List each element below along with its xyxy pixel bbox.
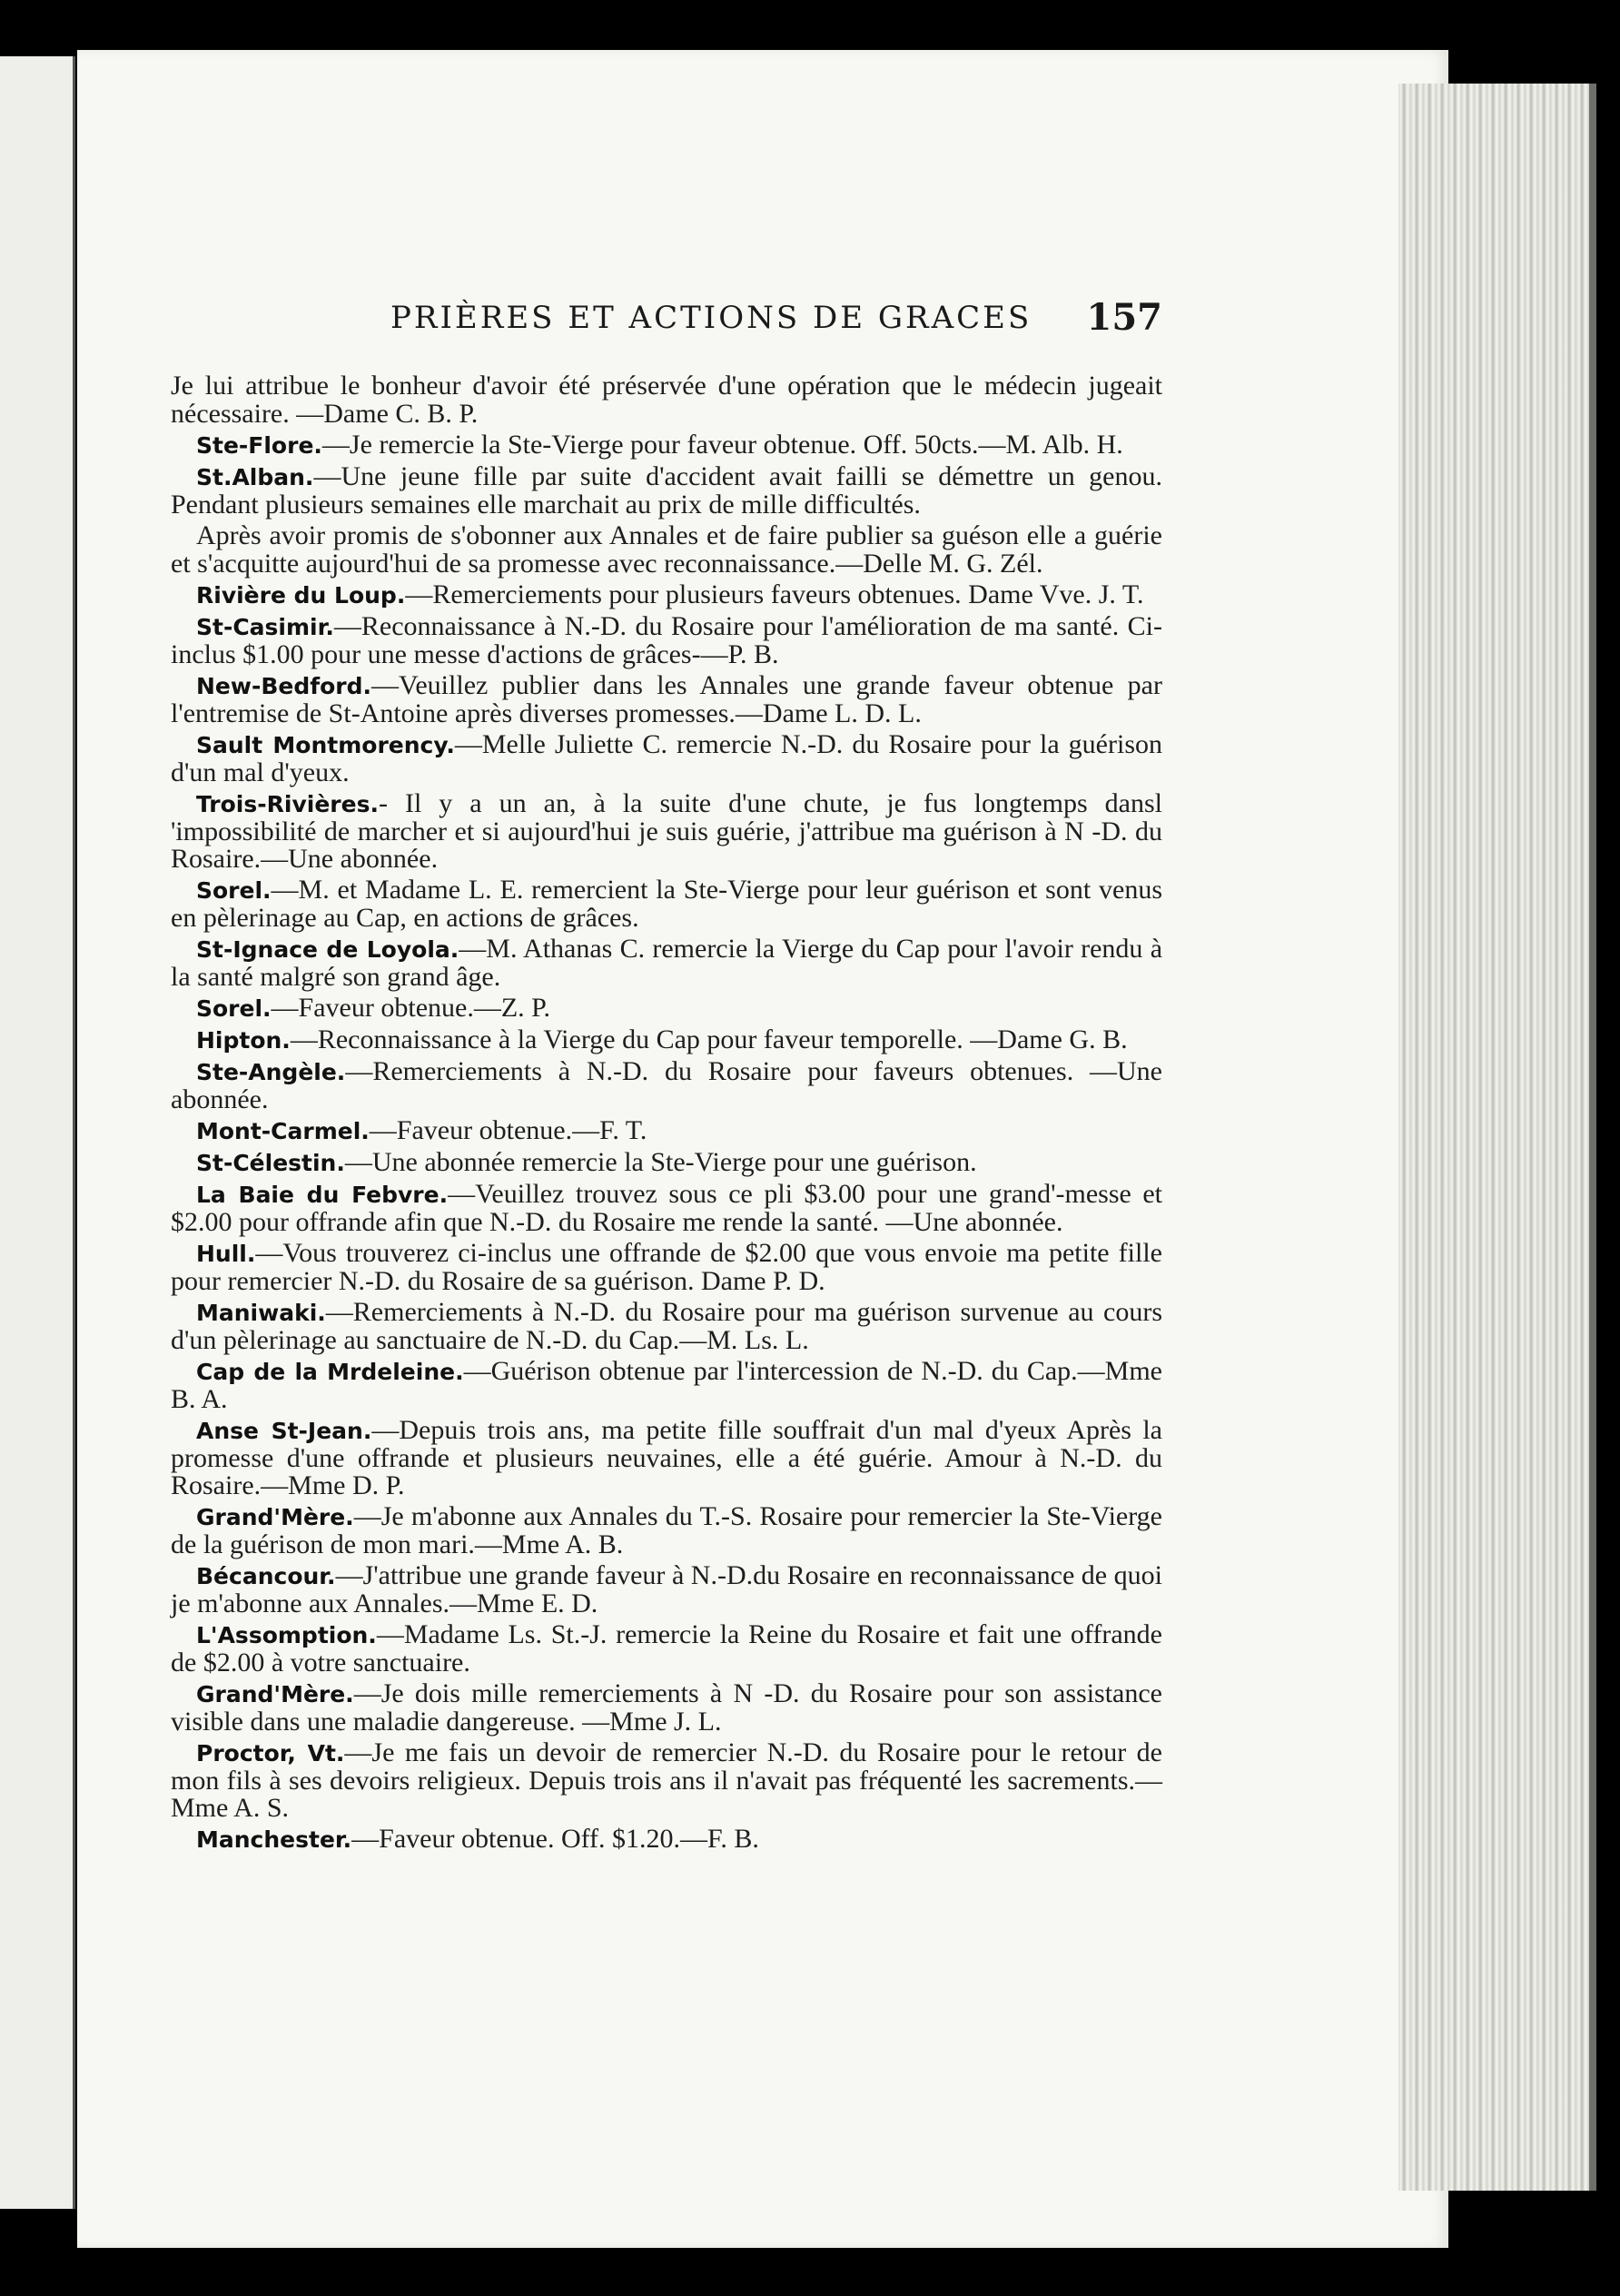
entry-place: Proctor, Vt. [196,1740,345,1767]
entry-text: —Vous trouverez ci-inclus une offrande de $2.00 que vous envoie ma petite fille pour remercier N.-D. du Rosaire de sa guérison. Dame P. D. [171,1238,1162,1296]
page-stack-edges [1398,84,1593,2191]
entry-text: —J'attribue une grande faveur à N.-D.du Rosaire en reconnaissance de quoi je m'abonne aux Annales.—Mme E. D. [171,1560,1162,1618]
entry-text: —Remerciements pour plusieurs faveurs obtenues. Dame Vve. J. T. [405,579,1144,609]
entry [171,1826,1162,1854]
entry-text: - Il y a un an, à la suite d'une chute, je fus longtemps dansl 'impossibilité de marcher et si aujourd'hui je suis guérie, j'attribue ma guérison à N -D. du Rosaire.—Une abonnée. [171,788,1162,874]
entry [171,876,1162,932]
entry [171,1117,1162,1145]
entry [171,1026,1162,1054]
entry [171,431,1162,460]
entry [171,1240,1162,1295]
entry-place: Sorel. [196,877,272,904]
entry [171,1739,1162,1822]
entry [171,790,1162,873]
entry-text: —Melle Juliette C. remercie N.-D. du Rosaire pour la guérison d'un mal d'yeux. [171,729,1163,787]
entry-text: —M. Athanas C. remercie la Vierge du Cap pour l'avoir rendu à la santé malgré son grand âge. [171,934,1163,992]
entry-text: —Remerciements à N.-D. du Rosaire pour faveurs obtenues. —Une abonnée. [171,1056,1162,1114]
entry [171,1358,1162,1413]
entry-place: Anse St-Jean. [196,1418,372,1444]
entry [171,1680,1162,1736]
entry [171,463,1162,519]
entry-text: —M. et Madame L. E. remercient la Ste-Vierge pour leur guérison et sont venus en pèlerinage au Cap, en actions de grâces. [171,875,1162,933]
entry-text: —Madame Ls. St.-J. remercie la Reine du Rosaire et fait une offrande de $2.00 à votre sanctuaire. [171,1619,1162,1677]
entry [171,1058,1162,1113]
entry [171,613,1162,668]
entry-text: —Guérison obtenue par l'intercession de N.-D. du Cap.—Mme B. A. [171,1356,1162,1414]
entry [171,1503,1162,1559]
entry [171,372,1162,428]
entry [171,581,1162,609]
entry [171,1417,1162,1499]
entry-place: Ste-Angèle. [196,1059,346,1085]
page-header [390,296,1162,345]
entry-text: —Je dois mille remerciements à N -D. du Rosaire pour son assistance visible dans une maladie dangereuse. —Mme J. L. [171,1678,1162,1737]
entry-place: Hipton. [196,1027,291,1054]
body-text [171,372,1162,1857]
entry-place: New-Bedford. [196,673,372,699]
entry-text: —Faveur obtenue.—Z. P. [271,993,551,1023]
entry-place: Manchester. [196,1826,352,1853]
page-number: 157 [1086,296,1162,339]
entry-place: St.Alban. [196,464,314,490]
entry-place: Grand'Mère. [196,1681,354,1707]
entry-place: Grand'Mère. [196,1504,354,1530]
facing-page-edge [0,56,75,2209]
entry-text: —Veuillez trouvez sous ce pli $3.00 pour une grand'-messe et $2.00 pour offrande afin que N.-D. du Rosaire me rende la santé. —Une abonnée. [171,1179,1162,1237]
entry-place: Sault Montmorency. [196,732,455,758]
entry-text: —Je me fais un devoir de remercier N.-D. du Rosaire pour le retour de mon fils à ses devoirs religieux. Depuis trois ans il n'avait pas fréquenté les sacrements.—Mme A. S. [171,1737,1162,1823]
entry-text: —Je remercie la Ste-Vierge pour faveur obtenue. Off. 50cts.—M. Alb. H. [321,430,1123,460]
entry-place: Sorel. [196,995,272,1022]
entry [171,1562,1162,1618]
entry-place: L'Assomption. [196,1622,377,1648]
entry [171,522,1162,578]
entry [171,1621,1162,1677]
entry-text: —Remerciements à N.-D. du Rosaire pour ma guérison survenue au cours d'un pèlerinage au sanctuaire de N.-D. du Cap.—M. Ls. L. [171,1297,1162,1355]
entry-text: Je lui attribue le bonheur d'avoir été préservée d'une opération que le médecin jugeait nécessaire. —Dame C. B. P. [171,371,1162,429]
entry [171,1299,1162,1354]
entry [171,935,1162,991]
entry-place: La Baie du Febvre. [196,1182,449,1208]
entry-place: Bécancour. [196,1563,336,1589]
entry-text: —Reconnaissance à N.-D. du Rosaire pour l'amélioration de ma santé. Ci-inclus $1.00 pour une messe d'actions de grâces-—P. B. [171,611,1162,669]
entry-place: Rivière du Loup. [196,582,406,609]
entry-text: —Veuillez publier dans les Annales une grande faveur obtenue par l'entremise de St-Antoine après diverses promesses.—Dame L. D. L. [171,670,1162,728]
entry [171,672,1162,727]
entry-place: St-Célestin. [196,1150,345,1176]
entry-text: —Reconnaissance à la Vierge du Cap pour faveur temporelle. —Dame G. B. [290,1024,1128,1054]
entry-place: Hull. [196,1241,256,1267]
entry [171,1181,1162,1236]
entry-place: Cap de la Mrdeleine. [196,1359,464,1385]
entry-text: —Depuis trois ans, ma petite fille souffrait d'un mal d'yeux Après la promesse d'une offrande et plusieurs neuvaines, elle a été guérie. Amour à N.-D. du Rosaire.—Mme D. P. [171,1415,1162,1500]
running-head: PRIÈRES ET ACTIONS DE GRACES [390,300,1032,336]
entry [171,731,1162,787]
entry-place: St-Ignace de Loyola. [196,936,459,963]
entry-place: Mont-Carmel. [196,1118,370,1144]
entry-text: —Une jeune fille par suite d'accident avait failli se démettre un genou. Pendant plusieurs semaines elle marchait au prix de mille difficultés. [171,461,1162,520]
entry-text: —Faveur obtenue. Off. $1.20.—F. B. [351,1824,759,1854]
entry-text: Après avoir promis de s'obonner aux Annales et de faire publier sa guéson elle a guérie et s'acquitte aujourd'hui de sa promesse avec reconnaissance.—Delle M. G. Zél. [171,520,1162,579]
entry-place: Trois-Rivières. [196,791,379,817]
entry [171,995,1162,1023]
entry [171,1149,1162,1177]
entry-place: Maniwaki. [196,1300,326,1326]
entry-text: —Je m'abonne aux Annales du T.-S. Rosaire pour remercier la Ste-Vierge de la guérison de mon mari.—Mme A. B. [171,1501,1162,1559]
entry-text: —Faveur obtenue.—F. T. [369,1115,647,1145]
entry-text: —Une abonnée remercie la Ste-Vierge pour une guérison. [344,1147,977,1177]
entry-place: St-Casimir. [196,614,334,640]
entry-place: Ste-Flore. [196,432,322,459]
